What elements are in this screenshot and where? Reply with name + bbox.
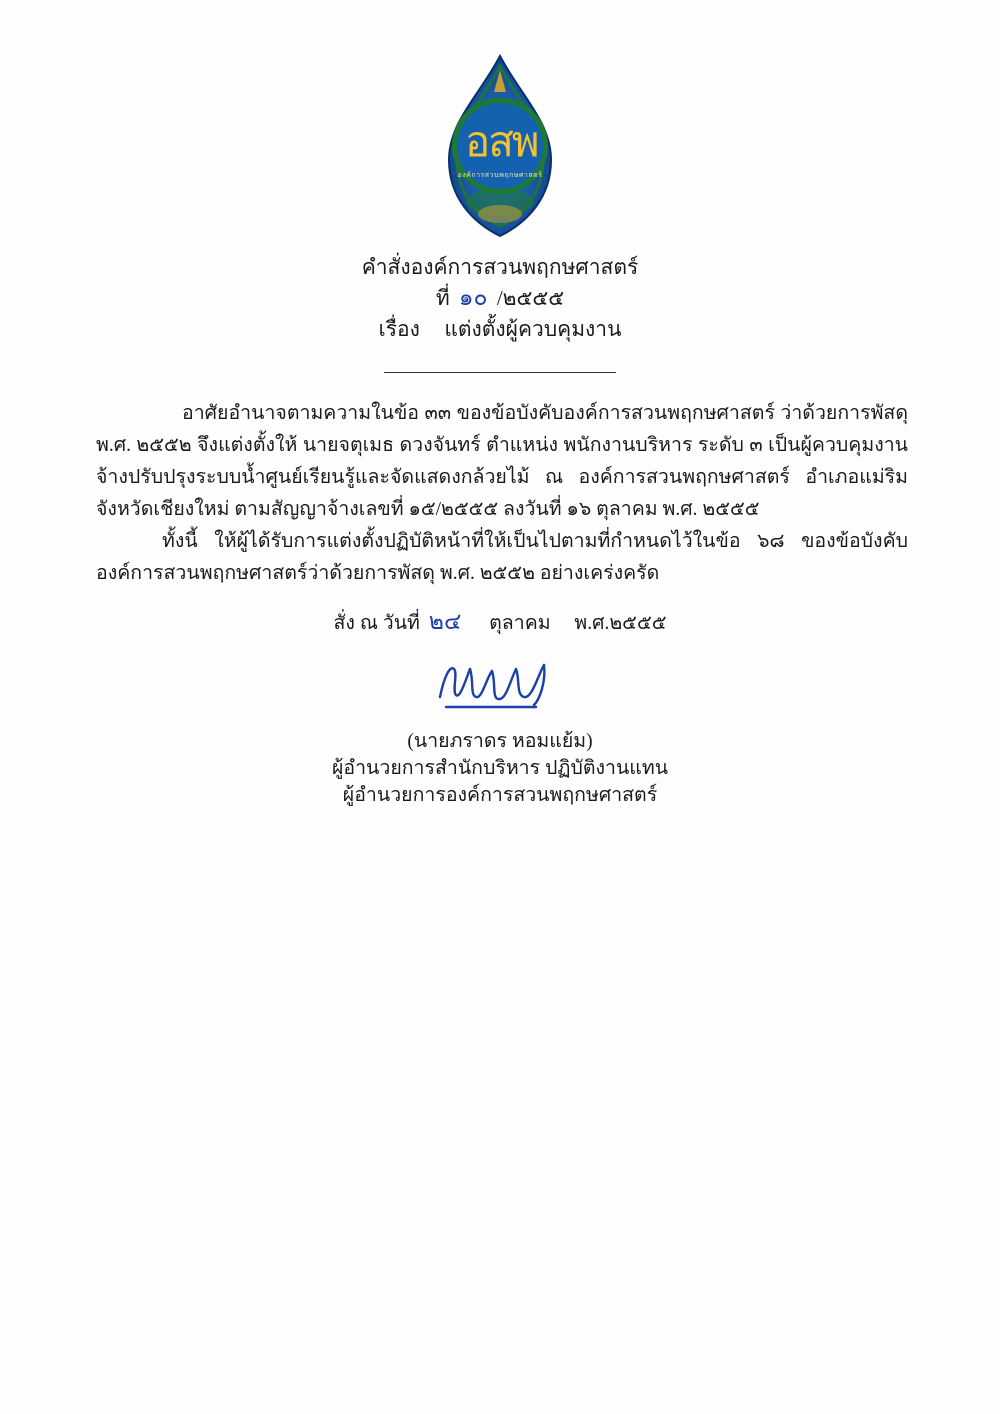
emblem-monogram: อสพ [465,117,538,166]
signer-position-line-1: ผู้อำนวยการสำนักบริหาร ปฏิบัติงานแทน [331,758,669,779]
subject-line [0,314,1000,345]
paragraph-2 [96,526,908,590]
botanical-garden-organization-emblem [425,52,575,242]
subject-value: แต่งตั้งผู้ควบคุมงาน [444,317,622,341]
document-heading [0,252,1000,345]
emblem-ring-text: องค์การสวนพฤกษศาสตร์ [457,172,543,179]
signer-position-line-2: ผู้อำนวยการองค์การสวนพฤกษศาสตร์ [342,785,658,806]
order-number-handwritten: ๑๐ [458,285,488,311]
page-title: คำสั่งองค์การสวนพฤกษศาสตร์ [361,255,639,279]
order-date-line [0,604,1000,640]
order-date-prefix: สั่ง ณ วันที่ [333,613,420,634]
signer-block [0,728,1000,809]
order-number-line [0,283,1000,314]
heading-divider [384,372,616,373]
order-date-day-handwritten: ๒๔ [428,609,462,635]
order-number-suffix: /๒๕๕๕ [496,286,565,310]
paragraph-1-text: อาศัยอำนาจตามความในข้อ ๓๓ ของข้อบังคับองค์การสวนพฤกษศาสตร์ ว่าด้วยการพัสดุ พ.ศ. ๒๕๕๒ จึงแต่งตั้งให้ นายจตุเมธ ดวงจันทร์ ตำแหน่ง พนักงานบริหาร ระดับ ๓ เป็นผู้ควบคุมงาน จ้างปรับปรุงระบบน้ำศูนย์เรียนรู้และจัดแสดงกล้วยไม้ ณ องค์การสวนพฤกษศาสตร์ อำเภอแม่ริม จังหวัดเชียงใหม่ ตามสัญญาจ้างเลขที่ ๑๕/๒๕๕๕ ลงวันที่ ๑๖ ตุลาคม พ.ศ. ๒๕๕๕ [96,403,908,520]
document-body [96,398,908,590]
order-date-year: พ.ศ.๒๕๕๕ [574,613,667,634]
emblem-container [0,52,1000,242]
order-date-month: ตุลาคม [489,613,551,634]
paragraph-1 [96,398,908,526]
paragraph-2-text: ทั้งนี้ ให้ผู้ได้รับการแต่งตั้งปฏิบัติหน้าที่ให้เป็นไปตามที่กำหนดไว้ในข้อ ๖๘ ของข้อบังคับองค์การสวนพฤกษศาสตร์ว่าด้วยการพัสดุ พ.ศ. ๒๕๕๒ อย่างเคร่งครัด [96,531,908,584]
signature-icon [400,655,600,717]
signer-name: (นายภราดร หอมแย้ม) [407,731,593,752]
signature-mark [400,655,600,717]
subject-label: เรื่อง [378,317,420,341]
order-number-prefix: ที่ [435,286,450,310]
